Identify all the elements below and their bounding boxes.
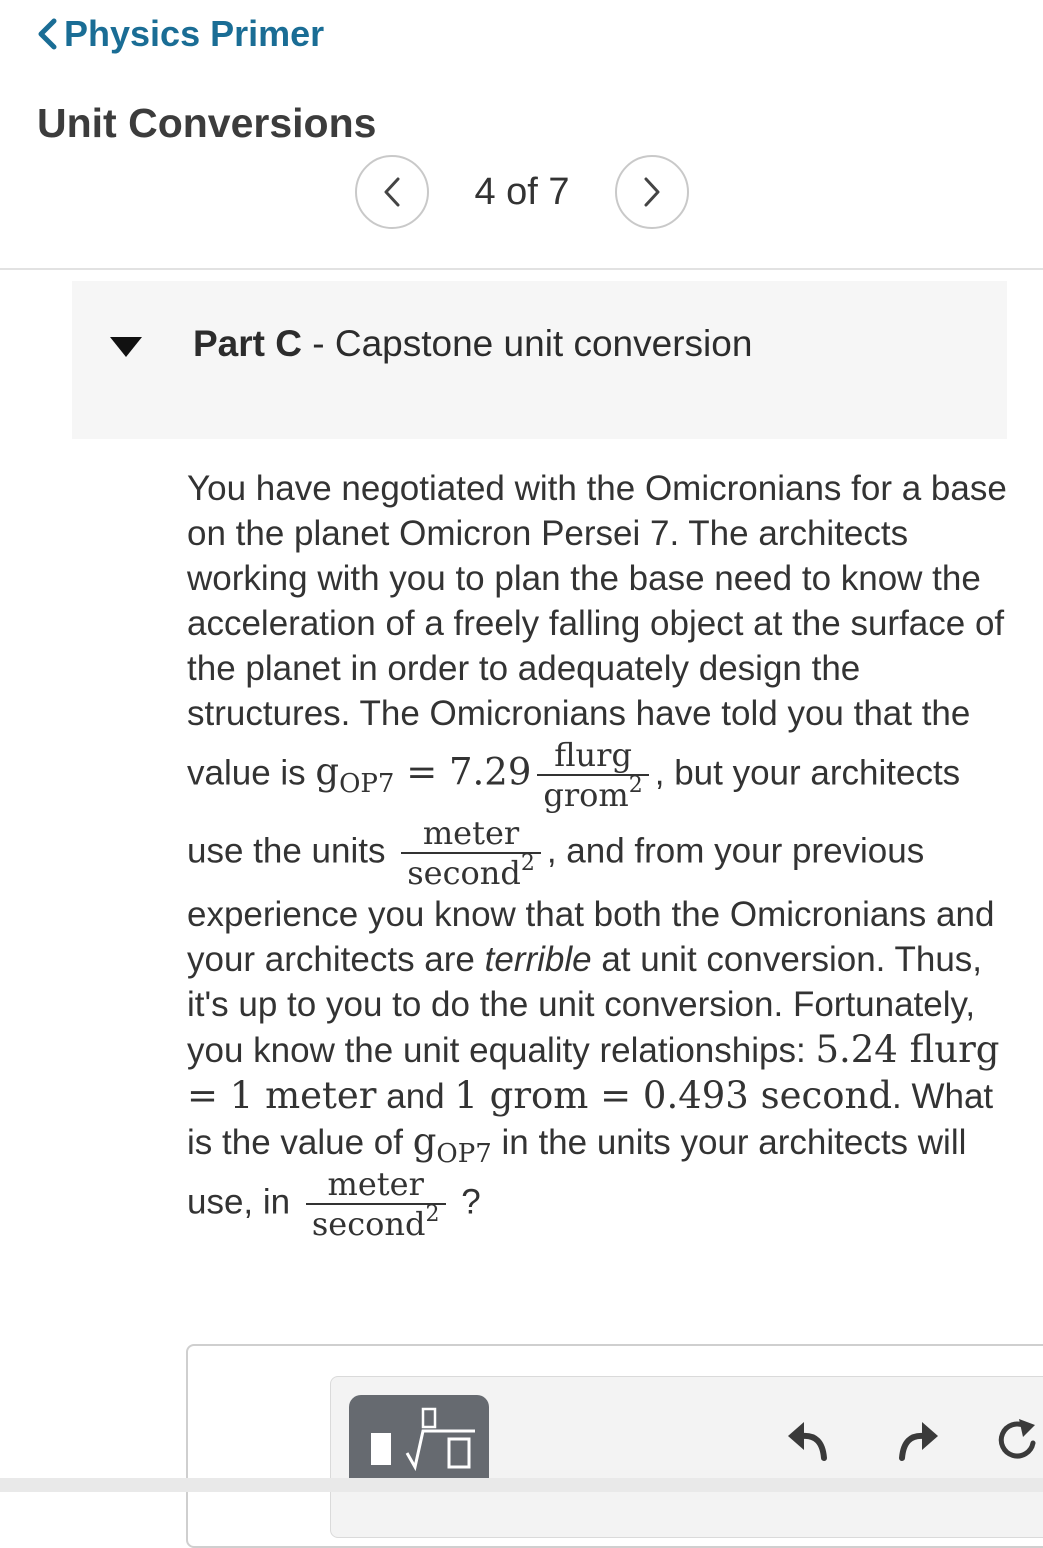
question-intro: You have negotiated with the Omicronians for a base on the planet Omicron Persei 7. The architects working with you to plan the base need to know the acceleration of a freely falling object at the surface of the planet in order to adequately design the structures. The Omicronians have told you that the value is [187,469,1007,793]
chevron-left-icon [380,175,404,209]
question-text-4: at unit conversion. Thus, it's up to you to do the unit conversion. Fortunately, you know the unit equality relationships: [187,940,983,1070]
unit-fraction-meter-per-second2: $\frac{\text{meter}}{second^2}$ [306,1165,446,1243]
question-text-6: in the units your architects will use, in [187,1123,967,1222]
chevron-left-icon [34,18,60,50]
question-text-2: , but your architects use the units [187,753,961,871]
undo-button[interactable] [783,1415,833,1465]
chevron-right-icon [640,175,664,209]
reset-button[interactable] [993,1415,1043,1465]
equality-flurg-meter: 5.24 flurg = 1 meter [187,1028,1000,1117]
previous-item-button[interactable] [355,155,429,229]
question-text-3: , and from your previous experience you know that both the Omicronians and your architects are [187,831,995,979]
collapse-triangle-icon[interactable] [108,333,144,361]
redo-icon [896,1418,940,1462]
part-separator: - [301,323,335,364]
fraction-sqrt-template-icon [349,1395,489,1491]
unit-fraction-flurg-per-grom2: $\frac{\text{flurg}}{grom^2}$ [537,736,648,814]
bottom-bar [0,1478,1043,1492]
emphasis-terrible: terrible [484,940,592,979]
templates-button[interactable] [349,1395,489,1491]
g-symbol: $g_{OP7}$ [315,750,395,800]
question-and: and [376,1077,455,1116]
part-header[interactable] [72,281,1007,439]
unit-fraction-meter-per-second2: $\frac{\text{meter}}{second^2}$ [401,814,541,892]
page-title: Unit Conversions [37,100,377,146]
next-item-button[interactable] [615,155,689,229]
redo-button[interactable] [893,1415,943,1465]
pager-status: 4 of 7 [474,170,570,213]
question-text-5: . What is the value of [187,1077,994,1162]
question-text [187,466,1017,1243]
reset-icon [995,1417,1041,1463]
question-mark: ? [451,1182,481,1222]
back-link-label: Physics Primer [64,13,325,54]
part-name: Capstone unit conversion [334,323,753,364]
pager [355,154,689,230]
g-symbol: $g_{OP7}$ [412,1120,492,1169]
g-value: 7.29 [448,750,532,794]
undo-icon [786,1418,830,1462]
answer-area [186,1344,1043,1548]
part-title [193,323,752,365]
equals-sign: = [394,750,449,794]
back-to-physics-primer-link[interactable] [34,12,324,56]
math-toolbar [330,1376,1043,1538]
part-label: Part C [193,323,302,364]
equality-grom-second: 1 grom = 0.493 second [454,1074,892,1117]
divider [0,268,1043,270]
